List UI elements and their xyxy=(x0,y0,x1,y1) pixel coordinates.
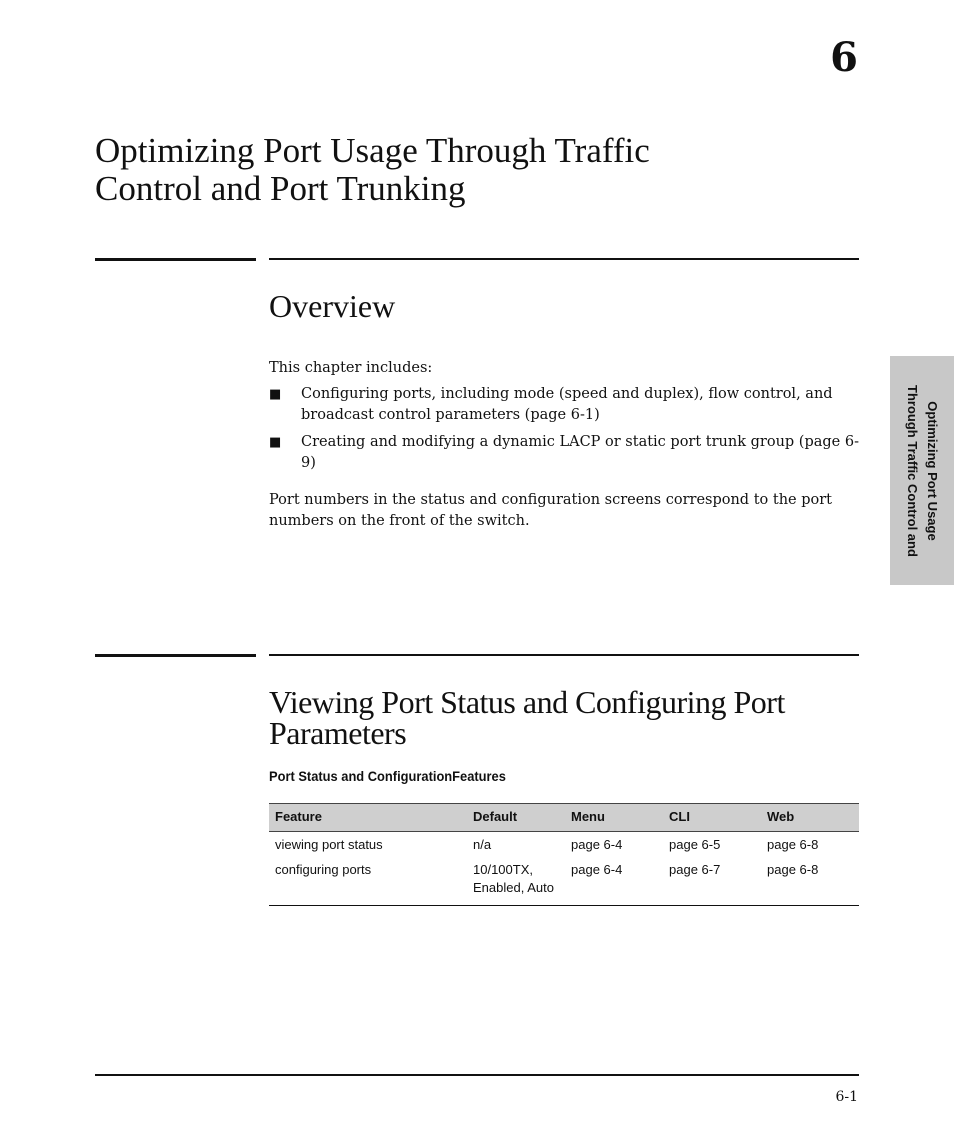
header-feature: Feature xyxy=(269,804,467,832)
cell-cli: page 6-7 xyxy=(663,857,761,906)
port-section-heading xyxy=(269,684,859,751)
overview-paragraph: Port numbers in the status and configuration screens correspond to the port numbers on the front of the switch. xyxy=(269,492,832,529)
cell-feature: configuring ports xyxy=(269,857,467,906)
table-row xyxy=(269,857,859,906)
port-section-rule-left xyxy=(95,654,256,657)
header-menu: Menu xyxy=(565,804,663,832)
table-row xyxy=(269,832,859,858)
cell-default-line-1: 10/100TX, xyxy=(473,862,533,877)
chapter-title-line-2: Control and Port Trunking xyxy=(95,169,466,208)
header-web: Web xyxy=(761,804,859,832)
side-tab-text xyxy=(902,366,942,576)
cell-menu: page 6-4 xyxy=(565,857,663,906)
port-section-heading-line-1: Viewing Port Status and Configuring Port xyxy=(269,684,785,720)
page-number: 6-1 xyxy=(835,1089,858,1105)
cell-feature: viewing port status xyxy=(275,837,383,852)
overview-heading: Overview xyxy=(269,288,396,324)
overview-rule-left xyxy=(95,258,256,261)
cell-web: page 6-8 xyxy=(767,837,819,852)
features-table xyxy=(269,803,859,906)
side-tab-line-1: Optimizing Port Usage xyxy=(925,400,940,541)
table-header-row xyxy=(269,804,859,832)
overview-bullet-2 xyxy=(269,432,859,474)
cell-default-line-2: Enabled, Auto xyxy=(473,880,554,895)
overview-bullet-1 xyxy=(269,384,859,426)
overview-bullet-1-text: Configuring ports, including mode (speed and duplex), flow control, and broadcast control parameters (page 6-1) xyxy=(301,386,833,423)
header-default: Default xyxy=(467,804,565,832)
port-section-rule-right xyxy=(269,654,859,656)
chapter-title-line-1: Optimizing Port Usage Through Traffic xyxy=(95,131,650,170)
chapter-side-tab xyxy=(890,356,954,585)
side-tab-line-2: Through Traffic Control and xyxy=(905,384,920,557)
cell-web: page 6-8 xyxy=(761,857,859,906)
cell-cli: page 6-5 xyxy=(669,837,721,852)
cell-menu: page 6-4 xyxy=(571,837,623,852)
port-section-heading-line-2: Parameters xyxy=(269,715,407,751)
chapter-number: 6 xyxy=(830,34,858,81)
bullet-square-icon: ■ xyxy=(269,435,282,450)
header-cli: CLI xyxy=(663,804,761,832)
table-caption: Port Status and ConfigurationFeatures xyxy=(269,768,506,784)
cell-default: n/a xyxy=(473,837,492,852)
chapter-title xyxy=(95,132,815,208)
overview-rule-right xyxy=(269,258,859,260)
overview-bullet-2-text: Creating and modifying a dynamic LACP or static port trunk group (page 6-9) xyxy=(301,434,859,471)
overview-intro: This chapter includes: xyxy=(269,360,433,376)
cell-default xyxy=(467,857,565,906)
footer-rule xyxy=(95,1074,859,1076)
bullet-square-icon: ■ xyxy=(269,387,282,402)
